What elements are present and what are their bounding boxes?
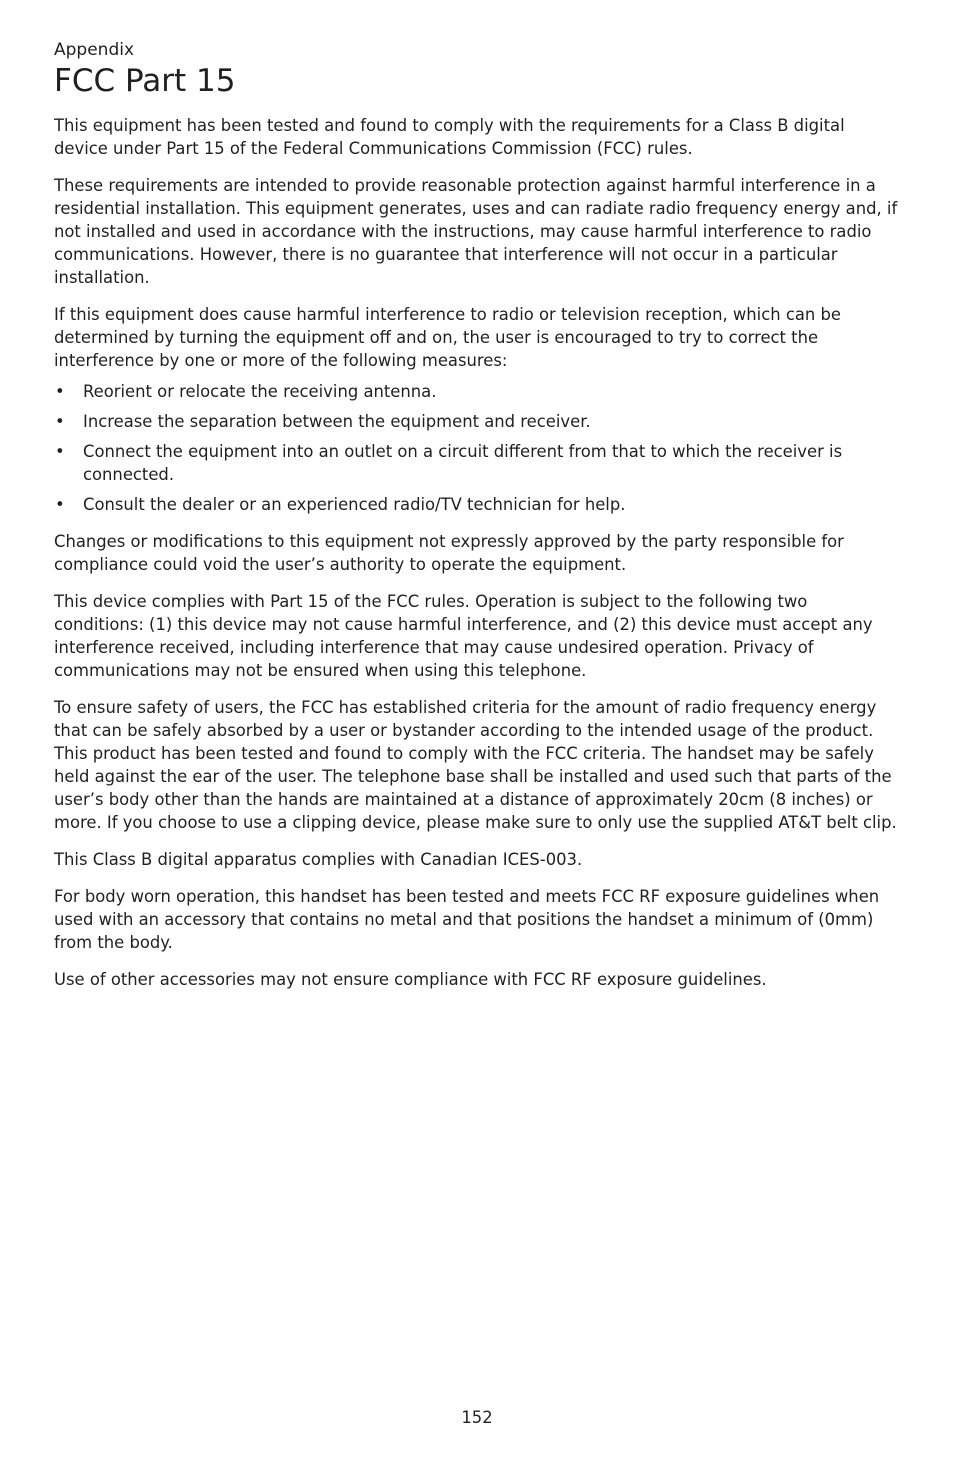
list-item xyxy=(54,380,902,403)
bullet-icon: • xyxy=(55,495,65,514)
page-title: FCC Part 15 xyxy=(54,63,236,99)
list-item-text: Connect the equipment into an outlet on a circuit different from that to which the receiver is connected. xyxy=(83,442,843,484)
paragraph-accessories-notice: Use of other accessories may not ensure compliance with FCC RF exposure guidelines. xyxy=(54,970,767,989)
list-item-text: Increase the separation between the equipment and receiver. xyxy=(83,412,591,431)
document-page xyxy=(54,38,902,1005)
list-item xyxy=(54,440,902,486)
list-item-text: Reorient or relocate the receiving antenna. xyxy=(83,382,437,401)
paragraph-interference-protection: These requirements are intended to provide reasonable protection against harmful interference in a residential installation. This equipment generates, uses and can radiate radio frequency energy and, if not installed and used in accordance with the instructions, may cause harmful interference to radio communications. However, there is no guarantee that interference will not occur in a particular installation. xyxy=(54,176,898,287)
bullet-icon: • xyxy=(55,382,65,401)
list-item xyxy=(54,410,902,433)
paragraph-compliance-statement: This equipment has been tested and found to comply with the requirements for a Class B digital device under Part 15 of the Federal Communications Commission (FCC) rules. xyxy=(54,116,845,158)
paragraph-rf-safety: To ensure safety of users, the FCC has established criteria for the amount of radio frequency energy that can be safely absorbed by a user or bystander according to the intended usage of the product. This product has been tested and found to comply with the FCC criteria. The handset may be safely held against the ear of the user. The telephone base shall be installed and used such that parts of the user’s body other than the hands are maintained at a distance of approximately 20cm (8 inches) or more. If you choose to use a clipping device, please make sure to only use the supplied AT&T belt clip. xyxy=(54,698,897,832)
list-item-text: Consult the dealer or an experienced radio/TV technician for help. xyxy=(83,495,626,514)
bullet-icon: • xyxy=(55,412,65,431)
bullet-icon: • xyxy=(55,442,65,461)
paragraph-part15-conditions: This device complies with Part 15 of the FCC rules. Operation is subject to the following two conditions: (1) this device may not cause harmful interference, and (2) this device must accept any interference received, including interference that may cause undesired operation. Privacy of communications may not be ensured when using this telephone. xyxy=(54,592,873,680)
list-item xyxy=(54,493,902,516)
page-number: 152 xyxy=(461,1408,493,1427)
measures-list xyxy=(54,380,902,516)
paragraph-body-worn-operation: For body worn operation, this handset has been tested and meets FCC RF exposure guidelines when used with an accessory that contains no metal and that positions the handset a minimum of (0mm) from the body. xyxy=(54,887,880,952)
paragraph-ices-003: This Class B digital apparatus complies with Canadian ICES-003. xyxy=(54,850,583,869)
section-label: Appendix xyxy=(54,40,135,60)
paragraph-correction-measures-intro: If this equipment does cause harmful interference to radio or television reception, which can be determined by turning the equipment off and on, the user is encouraged to try to correct the interference by one or more of the following measures: xyxy=(54,305,841,370)
paragraph-modifications-warning: Changes or modifications to this equipment not expressly approved by the party responsible for compliance could void the user’s authority to operate the equipment. xyxy=(54,532,844,574)
